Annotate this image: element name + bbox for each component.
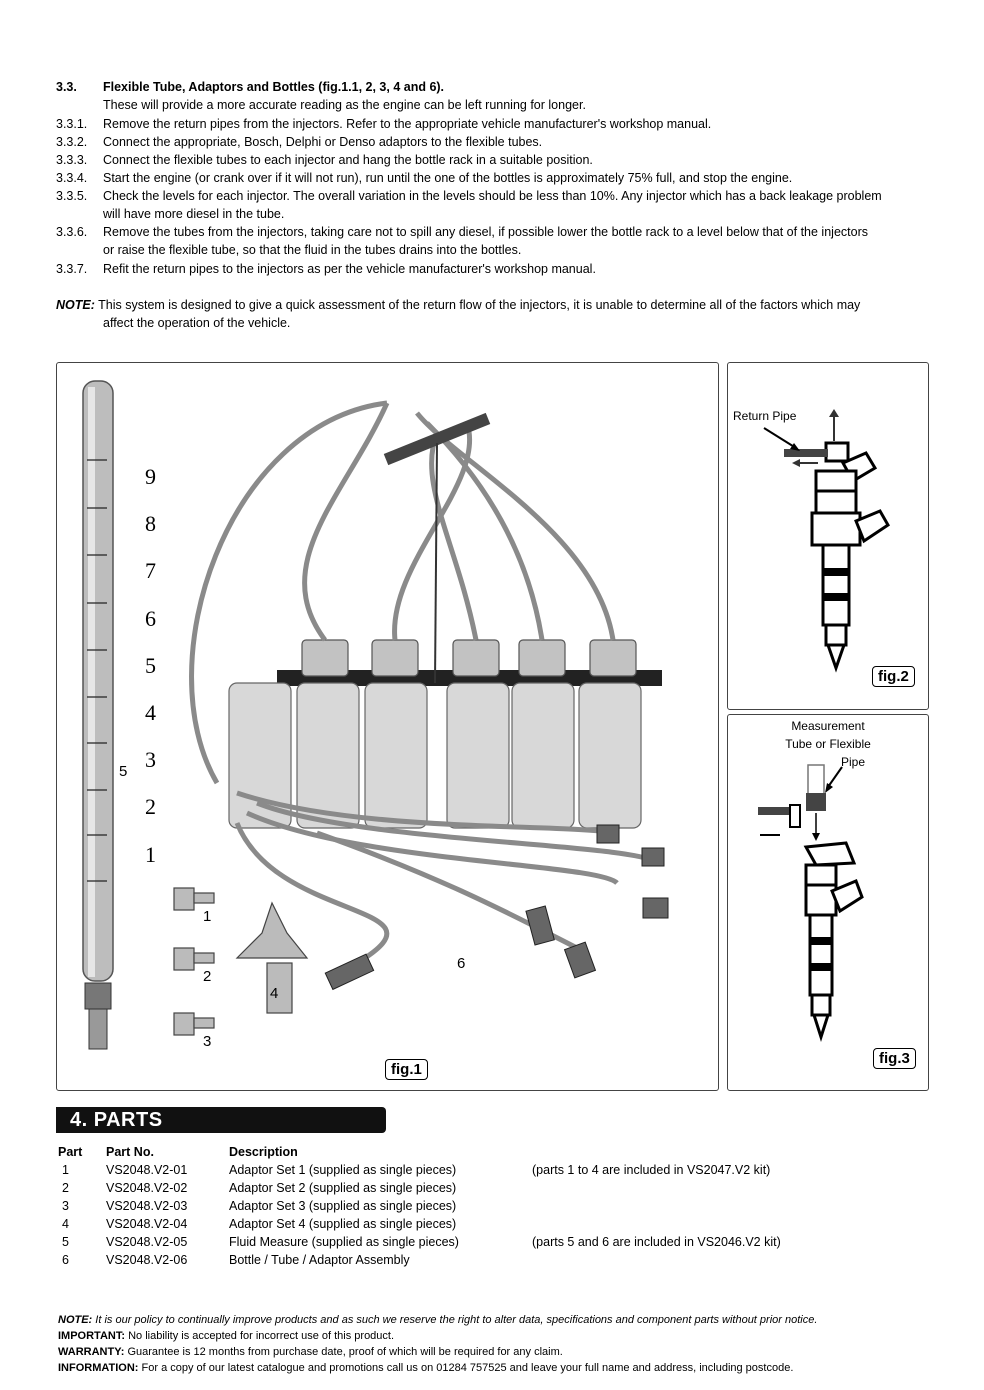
footer-warranty — [58, 1344, 958, 1360]
step-number: 3.3.4. — [56, 171, 88, 185]
section-intro: These will provide a more accurate reading as the engine can be left running for longer. — [103, 98, 586, 112]
description-cell: Bottle / Tube / Adaptor Assembly — [229, 1253, 410, 1267]
description-cell: Adaptor Set 4 (supplied as single pieces) — [229, 1217, 457, 1231]
step-number: 3.3.2. — [56, 135, 88, 149]
kit-note-cell — [532, 1217, 832, 1235]
footer-information — [58, 1360, 958, 1376]
footer-information-text: For a copy of our latest catalogue and promotions call us on 01284 757525 and leave your full name and address, including postcode. — [141, 1362, 794, 1374]
figure-1 — [56, 362, 719, 1091]
part-callout-4: 4 — [270, 985, 279, 1002]
measurement-callout — [728, 717, 928, 771]
part-cell: 3 — [62, 1199, 69, 1213]
footer-warranty-text: Guarantee is 12 months from purchase date, proof of which will be required for any claim. — [127, 1346, 563, 1358]
scale-label: 4 — [145, 700, 156, 726]
parts-table — [58, 1145, 832, 1271]
scale-label: 2 — [145, 794, 156, 820]
scale-label: 8 — [145, 511, 156, 537]
part-number-cell: VS2048.V2-01 — [106, 1163, 188, 1177]
footer-important-text: No liability is accepted for incorrect use of this product. — [128, 1330, 395, 1342]
description-cell: Fluid Measure (supplied as single pieces) — [229, 1235, 459, 1249]
parts-heading: 4. PARTS — [56, 1107, 386, 1133]
footer-warranty-label: WARRANTY: — [58, 1346, 125, 1358]
part-number-cell: VS2048.V2-03 — [106, 1199, 188, 1213]
step-number: 3.3.7. — [56, 262, 88, 276]
figure-3 — [727, 714, 929, 1091]
step-text: Remove the return pipes from the injectors. Refer to the appropriate vehicle manufacturer's workshop manual. — [103, 117, 712, 131]
section-title: Flexible Tube, Adaptors and Bottles (fig.1.1, 2, 3, 4 and 6). — [103, 80, 445, 94]
step-number: 3.3.1. — [56, 117, 88, 131]
part-callout-3: 3 — [203, 1033, 212, 1050]
description-cell: Adaptor Set 3 (supplied as single pieces) — [229, 1199, 457, 1213]
part-cell: 4 — [62, 1217, 69, 1231]
step-text-continued: will have more diesel in the tube. — [103, 207, 285, 221]
kit-note-cell: (parts 1 to 4 are included in VS2047.V2 kit) — [532, 1163, 771, 1177]
part-number-cell: VS2048.V2-05 — [106, 1235, 188, 1249]
step-number: 3.3.3. — [56, 153, 88, 167]
step-text-continued: or raise the flexible tube, so that the fluid in the tubes drains into the bottles. — [103, 243, 522, 257]
part-cell: 1 — [62, 1163, 69, 1177]
table-row — [58, 1181, 832, 1199]
footer-important — [58, 1328, 958, 1344]
bottle-kit-illustration — [57, 363, 718, 1090]
step-text: Connect the flexible tubes to each injector and hang the bottle rack in a suitable position. — [103, 153, 593, 167]
table-row — [58, 1163, 832, 1181]
footer-note — [58, 1312, 958, 1328]
fig2-label: fig.2 — [872, 666, 915, 687]
step-number: 3.3.6. — [56, 225, 88, 239]
column-header — [532, 1145, 832, 1163]
part-callout-6: 6 — [457, 955, 466, 972]
tube-scale-labels — [145, 453, 156, 878]
description-cell: Adaptor Set 1 (supplied as single pieces) — [229, 1163, 457, 1177]
scale-label: 6 — [145, 605, 156, 631]
scale-label: 9 — [145, 464, 156, 489]
kit-note-cell: (parts 5 and 6 are included in VS2046.V2 kit) — [532, 1235, 781, 1249]
part-callout-5: 5 — [119, 763, 128, 780]
column-header: Description — [229, 1145, 298, 1159]
kit-note-cell — [532, 1199, 832, 1217]
note-text: This system is designed to give a quick assessment of the return flow of the injectors, it is unable to determine all of the factors which may — [98, 298, 861, 312]
scale-label: 5 — [145, 652, 156, 678]
footer-note-label: NOTE: — [58, 1314, 93, 1326]
part-callout-2: 2 — [203, 968, 212, 985]
table-row — [58, 1217, 832, 1235]
description-cell: Adaptor Set 2 (supplied as single pieces) — [229, 1181, 457, 1195]
figure-2 — [727, 362, 929, 710]
part-number-cell: VS2048.V2-06 — [106, 1253, 188, 1267]
footer-information-label: INFORMATION: — [58, 1362, 139, 1374]
part-cell: 5 — [62, 1235, 69, 1249]
step-text: Connect the appropriate, Bosch, Delphi or Denso adaptors to the flexible tubes. — [103, 135, 543, 149]
part-cell: 2 — [62, 1181, 69, 1195]
section-number: 3.3. — [56, 80, 77, 94]
note-label: NOTE: — [56, 298, 95, 312]
kit-note-cell — [532, 1181, 832, 1199]
step-text: Check the levels for each injector. The overall variation in the levels should be less than 10%. Any injector which has a back leakage problem — [103, 189, 882, 203]
part-number-cell: VS2048.V2-02 — [106, 1181, 188, 1195]
table-row — [58, 1235, 832, 1253]
table-row — [58, 1199, 832, 1217]
scale-label: 3 — [145, 747, 156, 773]
part-cell: 6 — [62, 1253, 69, 1267]
part-callout-1: 1 — [203, 908, 212, 925]
injector-measurement-diagram — [728, 715, 928, 1090]
callout-line: Pipe — [840, 755, 866, 769]
step-text: Start the engine (or crank over if it will not run), run until the one of the bottles is approximately 75% full, and stop the engine. — [103, 171, 793, 185]
part-number-cell: VS2048.V2-04 — [106, 1217, 188, 1231]
fig1-label: fig.1 — [385, 1059, 428, 1080]
return-pipe-callout: Return Pipe — [733, 409, 797, 423]
kit-note-cell — [532, 1253, 832, 1271]
scale-label: 1 — [145, 841, 156, 867]
callout-line: Tube or Flexible — [785, 737, 871, 751]
footer-note-text: It is our policy to continually improve products and as such we reserve the right to alter data, specifications and component parts without prior notice. — [95, 1314, 818, 1326]
table-header-row — [58, 1145, 832, 1163]
fig3-label: fig.3 — [873, 1048, 916, 1069]
step-text: Refit the return pipes to the injectors as per the vehicle manufacturer's workshop manual. — [103, 262, 596, 276]
table-row — [58, 1253, 832, 1271]
step-text: Remove the tubes from the injectors, taking care not to spill any diesel, if possible lower the bottle rack to a level below that of the injectors — [103, 225, 868, 239]
footer-important-label: IMPORTANT: — [58, 1330, 126, 1342]
scale-label: 7 — [145, 558, 156, 584]
callout-line: Measurement — [791, 719, 865, 733]
step-number: 3.3.5. — [56, 189, 88, 203]
note-text-continued: affect the operation of the vehicle. — [103, 316, 291, 330]
section-note — [56, 296, 936, 314]
column-header: Part — [58, 1145, 83, 1159]
column-header: Part No. — [106, 1145, 154, 1159]
